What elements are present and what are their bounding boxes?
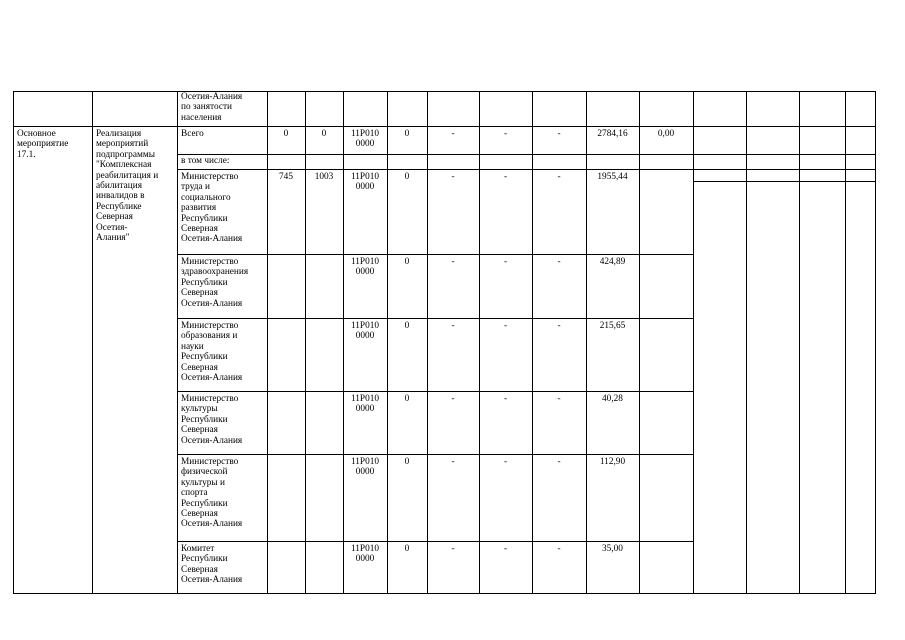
event-code: Основное мероприятие 17.1. xyxy=(17,129,69,160)
total-executor: Всего xyxy=(181,129,204,139)
total-vr: 0 xyxy=(404,129,410,139)
row-y4: 40,28 xyxy=(602,394,623,404)
event-name: Реализация мероприятий подпрограммы "Комплексная реабилитация и абилитация инвалидов в Республике Северная Осетия- Алания" xyxy=(96,129,159,244)
row-vr: 0 xyxy=(404,394,410,404)
row-executor: Министерство физической культуры и спорта Республики Северная Осетия-Алания xyxy=(181,457,243,530)
row-y3: - xyxy=(557,321,561,331)
row-y4: 424,89 xyxy=(599,257,626,267)
row-y2: - xyxy=(503,321,508,331)
row-grbs: 745 xyxy=(279,172,293,182)
row-y1: - xyxy=(451,457,455,467)
row-y2: - xyxy=(503,544,508,554)
budget-table xyxy=(13,91,876,594)
row-csr: 11Р010 0000 xyxy=(350,172,380,193)
including-label: в том числе: xyxy=(181,156,230,166)
top-row-executor: Осетия-Алания по занятости населения xyxy=(181,92,243,123)
row-y2: - xyxy=(503,394,508,404)
row-y1: - xyxy=(451,321,455,331)
row-executor: Министерство здравоохранения Республики Северная Осетия-Алания xyxy=(181,257,249,309)
total-year-4: 2784,16 xyxy=(597,129,628,139)
row-y4: 1955,44 xyxy=(597,172,628,182)
row-y4: 35,00 xyxy=(602,544,623,554)
row-rzpr: 1003 xyxy=(314,172,334,182)
row-vr: 0 xyxy=(404,457,410,467)
row-y3: - xyxy=(557,172,561,182)
row-y4: 215,65 xyxy=(599,321,626,331)
row-vr: 0 xyxy=(404,172,410,182)
row-y4: 112,90 xyxy=(599,457,626,467)
total-year-5: 0,00 xyxy=(657,129,675,139)
row-y2: - xyxy=(503,457,508,467)
total-year-1: - xyxy=(451,129,455,139)
row-y2: - xyxy=(503,257,508,267)
row-y3: - xyxy=(557,394,561,404)
row-y1: - xyxy=(451,544,455,554)
row-y3: - xyxy=(557,544,561,554)
row-vr: 0 xyxy=(404,257,410,267)
row-vr: 0 xyxy=(404,544,410,554)
row-csr: 11Р010 0000 xyxy=(350,544,380,565)
row-executor: Комитет Республики Северная Осетия-Алания xyxy=(181,544,243,586)
row-y1: - xyxy=(451,172,455,182)
total-rzpr: 0 xyxy=(321,129,327,139)
row-csr: 11Р010 0000 xyxy=(350,257,380,278)
row-executor: Министерство труда и социального развития Республики Северная Осетия-Алания xyxy=(181,172,243,245)
row-csr: 11Р010 0000 xyxy=(350,457,380,478)
row-csr: 11Р010 0000 xyxy=(350,321,380,342)
total-csr: 11Р010 0000 xyxy=(350,129,380,150)
row-y3: - xyxy=(557,257,561,267)
row-y1: - xyxy=(451,257,455,267)
total-year-2: - xyxy=(503,129,508,139)
row-y3: - xyxy=(557,457,561,467)
row-executor: Министерство культуры Республики Северная Осетия-Алания xyxy=(181,394,243,446)
total-year-3: - xyxy=(557,129,561,139)
total-grbs: 0 xyxy=(283,129,289,139)
row-vr: 0 xyxy=(404,321,410,331)
row-y2: - xyxy=(503,172,508,182)
row-csr: 11Р010 0000 xyxy=(350,394,380,415)
row-executor: Министерство образования и науки Республики Северная Осетия-Алания xyxy=(181,321,243,384)
row-y1: - xyxy=(451,394,455,404)
